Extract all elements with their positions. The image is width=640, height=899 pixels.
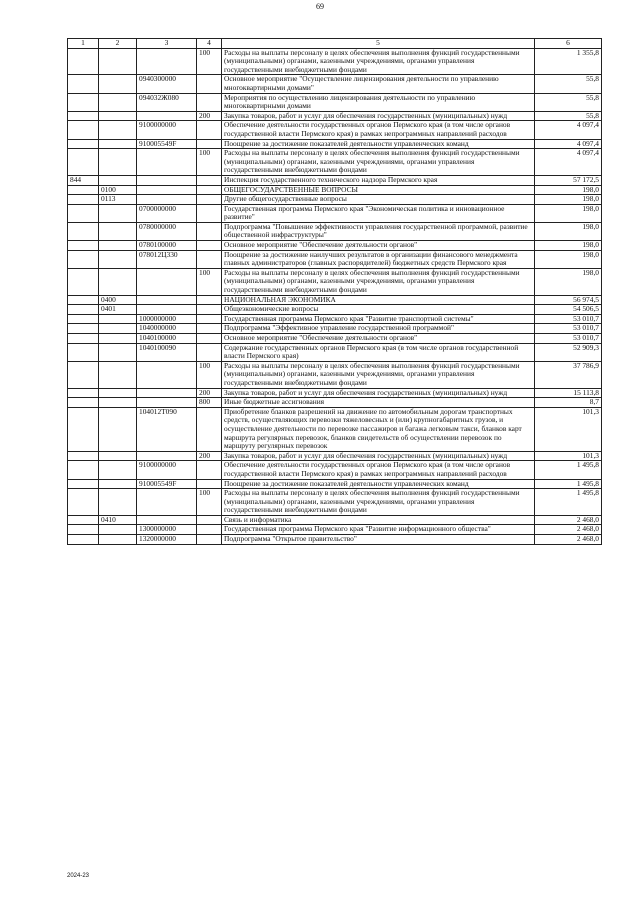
admin-code-cell [68, 241, 99, 251]
section-code-cell [99, 314, 137, 324]
footer-code: 2024-23 [67, 873, 90, 879]
amount-cell: 2 468,0 [535, 515, 602, 525]
admin-code-cell [68, 451, 99, 461]
header-cell: 4 [197, 39, 222, 49]
admin-code-cell [68, 48, 99, 75]
section-code-cell [99, 241, 137, 251]
expense-type-cell: 100 [197, 149, 222, 176]
section-code-cell [99, 334, 137, 344]
table-row [68, 314, 602, 324]
target-code-cell: 1040000000 [137, 324, 197, 334]
section-code-cell [99, 461, 137, 479]
header-cell: 1 [68, 39, 99, 49]
admin-code-cell [68, 250, 99, 268]
admin-code-cell [68, 343, 99, 361]
admin-code-cell [68, 314, 99, 324]
target-code-cell [137, 185, 197, 195]
admin-code-cell [68, 305, 99, 315]
section-code-cell: 0410 [99, 515, 137, 525]
admin-code-cell [68, 461, 99, 479]
description-cell: Подпрограмма "Открытое правительство" [222, 535, 535, 545]
table-row [68, 305, 602, 315]
table-row [68, 185, 602, 195]
target-code-cell: 9100000000 [137, 461, 197, 479]
target-code-cell [137, 451, 197, 461]
description-cell: Иные бюджетные ассигнования [222, 398, 535, 408]
table-row [68, 525, 602, 535]
amount-cell: 198,0 [535, 204, 602, 222]
target-code-cell: 0700000000 [137, 204, 197, 222]
expense-type-cell [197, 334, 222, 344]
admin-code-cell [68, 489, 99, 516]
expense-type-cell: 100 [197, 361, 222, 388]
target-code-cell [137, 398, 197, 408]
description-cell: Содержание государственных органов Пермского края (в том числе органов государственной власти Пермского края) [222, 343, 535, 361]
expense-type-cell [197, 535, 222, 545]
amount-cell: 198,0 [535, 195, 602, 205]
expense-type-cell [197, 195, 222, 205]
description-cell: Связь и информатика [222, 515, 535, 525]
table-row [68, 479, 602, 489]
expense-type-cell: 200 [197, 388, 222, 398]
amount-cell: 198,0 [535, 250, 602, 268]
amount-cell: 15 113,8 [535, 388, 602, 398]
description-cell: Подпрограмма "Повышение эффективности управления государственной программой, развитие общественной инфраструктуры" [222, 222, 535, 240]
target-code-cell [137, 295, 197, 305]
page-number: 69 [316, 2, 324, 11]
expense-type-cell [197, 175, 222, 185]
amount-cell: 1 495,8 [535, 479, 602, 489]
table-row [68, 175, 602, 185]
table-row [68, 535, 602, 545]
table-row [68, 48, 602, 75]
amount-cell: 101,3 [535, 451, 602, 461]
admin-code-cell [68, 121, 99, 139]
table-row [68, 515, 602, 525]
target-code-cell [137, 268, 197, 295]
amount-cell: 53 010,7 [535, 324, 602, 334]
amount-cell: 8,7 [535, 398, 602, 408]
expense-type-cell [197, 139, 222, 149]
description-cell: Основное мероприятие "Осуществление лицензирования деятельности по управлению многоквартирными домами" [222, 75, 535, 93]
table-row [68, 361, 602, 388]
admin-code-cell: 844 [68, 175, 99, 185]
table-row [68, 461, 602, 479]
description-cell: Основное мероприятие "Обеспечение деятельности органов" [222, 334, 535, 344]
description-cell: Поощрение за достижение наилучших результатов в организации финансового менеджмента главных администраторов (главных распорядителей) бюджетных средств Пермского края [222, 250, 535, 268]
admin-code-cell [68, 398, 99, 408]
expense-type-cell [197, 343, 222, 361]
expense-type-cell: 200 [197, 451, 222, 461]
table-row [68, 451, 602, 461]
section-code-cell [99, 48, 137, 75]
section-code-cell [99, 407, 137, 451]
admin-code-cell [68, 515, 99, 525]
admin-code-cell [68, 535, 99, 545]
description-cell: Общеэкономические вопросы [222, 305, 535, 315]
amount-cell: 198,0 [535, 241, 602, 251]
admin-code-cell [68, 525, 99, 535]
amount-cell: 101,3 [535, 407, 602, 451]
section-code-cell: 0100 [99, 185, 137, 195]
section-code-cell [99, 525, 137, 535]
table-row [68, 324, 602, 334]
section-code-cell [99, 361, 137, 388]
description-cell: Расходы на выплаты персоналу в целях обеспечения выполнения функций государственными (муниципальными) органами, казенными учреждениями, органами управления государственными внебюджетными фондами [222, 149, 535, 176]
section-code-cell [99, 250, 137, 268]
target-code-cell: 1040100000 [137, 334, 197, 344]
expense-type-cell [197, 121, 222, 139]
target-code-cell: 1040100090 [137, 343, 197, 361]
table-row [68, 121, 602, 139]
target-code-cell: 1300000000 [137, 525, 197, 535]
expense-type-cell: 100 [197, 489, 222, 516]
table-row [68, 93, 602, 111]
description-cell: Подпрограмма "Эффективное управление государственной программой" [222, 324, 535, 334]
expense-type-cell: 100 [197, 48, 222, 75]
amount-cell: 198,0 [535, 268, 602, 295]
expense-type-cell: 200 [197, 111, 222, 121]
expense-type-cell [197, 295, 222, 305]
expense-type-cell [197, 93, 222, 111]
description-cell: Закупка товаров, работ и услуг для обеспечения государственных (муниципальных) нужд [222, 388, 535, 398]
table-row [68, 334, 602, 344]
amount-cell: 198,0 [535, 222, 602, 240]
table-row [68, 111, 602, 121]
description-cell: Другие общегосударственные вопросы [222, 195, 535, 205]
expense-type-cell: 800 [197, 398, 222, 408]
table-row [68, 195, 602, 205]
amount-cell: 55,8 [535, 93, 602, 111]
admin-code-cell [68, 295, 99, 305]
expense-type-cell [197, 525, 222, 535]
admin-code-cell [68, 139, 99, 149]
admin-code-cell [68, 407, 99, 451]
table-row [68, 222, 602, 240]
section-code-cell [99, 111, 137, 121]
amount-cell: 1 495,8 [535, 461, 602, 479]
admin-code-cell [68, 222, 99, 240]
amount-cell: 57 172,5 [535, 175, 602, 185]
section-code-cell [99, 268, 137, 295]
target-code-cell [137, 195, 197, 205]
section-code-cell [99, 343, 137, 361]
target-code-cell [137, 489, 197, 516]
expense-type-cell [197, 204, 222, 222]
target-code-cell: 0940300000 [137, 75, 197, 93]
target-code-cell [137, 149, 197, 176]
header-cell: 2 [99, 39, 137, 49]
amount-cell: 2 468,0 [535, 535, 602, 545]
expense-type-cell [197, 479, 222, 489]
description-cell: Мероприятия по осуществлению лицензирования деятельности по управлению многоквартирными домами [222, 93, 535, 111]
section-code-cell [99, 204, 137, 222]
table-row [68, 343, 602, 361]
table-row [68, 489, 602, 516]
table-row [68, 250, 602, 268]
section-code-cell [99, 139, 137, 149]
target-code-cell: 0780000000 [137, 222, 197, 240]
admin-code-cell [68, 479, 99, 489]
expense-type-cell [197, 75, 222, 93]
target-code-cell [137, 305, 197, 315]
section-code-cell [99, 175, 137, 185]
section-code-cell [99, 451, 137, 461]
admin-code-cell [68, 149, 99, 176]
section-code-cell [99, 121, 137, 139]
target-code-cell: 910005549F [137, 479, 197, 489]
section-code-cell: 0400 [99, 295, 137, 305]
description-cell: НАЦИОНАЛЬНАЯ ЭКОНОМИКА [222, 295, 535, 305]
description-cell: Закупка товаров, работ и услуг для обеспечения государственных (муниципальных) нужд [222, 111, 535, 121]
target-code-cell: 9100000000 [137, 121, 197, 139]
section-code-cell: 0113 [99, 195, 137, 205]
target-code-cell [137, 361, 197, 388]
admin-code-cell [68, 111, 99, 121]
expense-type-cell [197, 314, 222, 324]
table-row [68, 149, 602, 176]
description-cell: Государственная программа Пермского края "Развитие информационного общества" [222, 525, 535, 535]
section-code-cell [99, 479, 137, 489]
section-code-cell [99, 75, 137, 93]
table-row [68, 139, 602, 149]
expense-type-cell [197, 250, 222, 268]
target-code-cell: 094032Ж080 [137, 93, 197, 111]
target-code-cell: 104012Т090 [137, 407, 197, 451]
section-code-cell [99, 535, 137, 545]
description-cell: Приобретение бланков разрешений на движение по автомобильным дорогам транспортных средств, осуществляющих перевозки тяжеловесных и (или) крупногабаритных грузов, и осуществление деятельности по перевозке пассажиров и багажа легковым такси, бланков карт маршрута регулярных перевозок, бланков свидетельств об осуществлении перевозок по маршруту регулярных перевозок [222, 407, 535, 451]
expense-type-cell [197, 185, 222, 195]
budget-table [67, 38, 602, 545]
table-row [68, 75, 602, 93]
expense-type-cell [197, 515, 222, 525]
admin-code-cell [68, 93, 99, 111]
target-code-cell [137, 48, 197, 75]
expense-type-cell [197, 305, 222, 315]
expense-type-cell [197, 461, 222, 479]
description-cell: Обеспечение деятельности государственных органов Пермского края (в том числе органов государственной власти Пермского края) в рамках непрограммных направлений расходов [222, 121, 535, 139]
target-code-cell: 1000000000 [137, 314, 197, 324]
section-code-cell [99, 398, 137, 408]
table-row [68, 241, 602, 251]
amount-cell: 198,0 [535, 185, 602, 195]
description-cell: ОБЩЕГОСУДАРСТВЕННЫЕ ВОПРОСЫ [222, 185, 535, 195]
expense-type-cell [197, 241, 222, 251]
admin-code-cell [68, 334, 99, 344]
header-cell: 6 [535, 39, 602, 49]
amount-cell: 54 506,5 [535, 305, 602, 315]
table-row [68, 268, 602, 295]
admin-code-cell [68, 195, 99, 205]
target-code-cell [137, 515, 197, 525]
description-cell: Государственная программа Пермского края "Развитие транспортной системы" [222, 314, 535, 324]
amount-cell: 56 974,5 [535, 295, 602, 305]
description-cell: Обеспечение деятельности государственных органов Пермского края (в том числе органов государственной власти Пермского края) в рамках непрограммных направлений расходов [222, 461, 535, 479]
header-cell: 5 [222, 39, 535, 49]
admin-code-cell [68, 185, 99, 195]
description-cell: Основное мероприятие "Обеспечение деятельности органов" [222, 241, 535, 251]
expense-type-cell [197, 222, 222, 240]
target-code-cell [137, 388, 197, 398]
admin-code-cell [68, 324, 99, 334]
amount-cell: 53 010,7 [535, 314, 602, 324]
target-code-cell [137, 175, 197, 185]
admin-code-cell [68, 361, 99, 388]
description-cell: Расходы на выплаты персоналу в целях обеспечения выполнения функций государственными (муниципальными) органами, казенными учреждениями, органами управления государственными внебюджетными фондами [222, 361, 535, 388]
table-row [68, 398, 602, 408]
header-cell: 3 [137, 39, 197, 49]
description-cell: Закупка товаров, работ и услуг для обеспечения государственных (муниципальных) нужд [222, 451, 535, 461]
target-code-cell [137, 111, 197, 121]
amount-cell: 4 097,4 [535, 149, 602, 176]
expense-type-cell [197, 324, 222, 334]
admin-code-cell [68, 388, 99, 398]
section-code-cell [99, 222, 137, 240]
amount-cell: 1 355,8 [535, 48, 602, 75]
table-row [68, 204, 602, 222]
section-code-cell [99, 489, 137, 516]
amount-cell: 2 468,0 [535, 525, 602, 535]
table-row [68, 295, 602, 305]
section-code-cell [99, 149, 137, 176]
admin-code-cell [68, 204, 99, 222]
amount-cell: 4 097,4 [535, 139, 602, 149]
amount-cell: 53 010,7 [535, 334, 602, 344]
description-cell: Государственная программа Пермского края "Экономическая политика и инновационное развитие" [222, 204, 535, 222]
table-row [68, 388, 602, 398]
table-header-row [68, 39, 602, 49]
expense-type-cell: 100 [197, 268, 222, 295]
admin-code-cell [68, 268, 99, 295]
expense-type-cell [197, 407, 222, 451]
description-cell: Расходы на выплаты персоналу в целях обеспечения выполнения функций государственными (муниципальными) органами, казенными учреждениями, органами управления государственными внебюджетными фондами [222, 48, 535, 75]
section-code-cell [99, 93, 137, 111]
description-cell: Поощрение за достижение показателей деятельности управленческих команд [222, 479, 535, 489]
target-code-cell: 910005549F [137, 139, 197, 149]
description-cell: Поощрение за достижение показателей деятельности управленческих команд [222, 139, 535, 149]
amount-cell: 55,8 [535, 111, 602, 121]
amount-cell: 1 495,8 [535, 489, 602, 516]
amount-cell: 37 786,9 [535, 361, 602, 388]
description-cell: Расходы на выплаты персоналу в целях обеспечения выполнения функций государственными (муниципальными) органами, казенными учреждениями, органами управления государственными внебюджетными фондами [222, 268, 535, 295]
target-code-cell: 0780100000 [137, 241, 197, 251]
amount-cell: 52 909,3 [535, 343, 602, 361]
section-code-cell: 0401 [99, 305, 137, 315]
amount-cell: 55,8 [535, 75, 602, 93]
description-cell: Инспекция государственного технического надзора Пермского края [222, 175, 535, 185]
section-code-cell [99, 324, 137, 334]
target-code-cell: 078012Ц330 [137, 250, 197, 268]
target-code-cell: 1320000000 [137, 535, 197, 545]
description-cell: Расходы на выплаты персоналу в целях обеспечения выполнения функций государственными (муниципальными) органами, казенными учреждениями, органами управления государственными внебюджетными фондами [222, 489, 535, 516]
table-row [68, 407, 602, 451]
section-code-cell [99, 388, 137, 398]
amount-cell: 4 097,4 [535, 121, 602, 139]
admin-code-cell [68, 75, 99, 93]
